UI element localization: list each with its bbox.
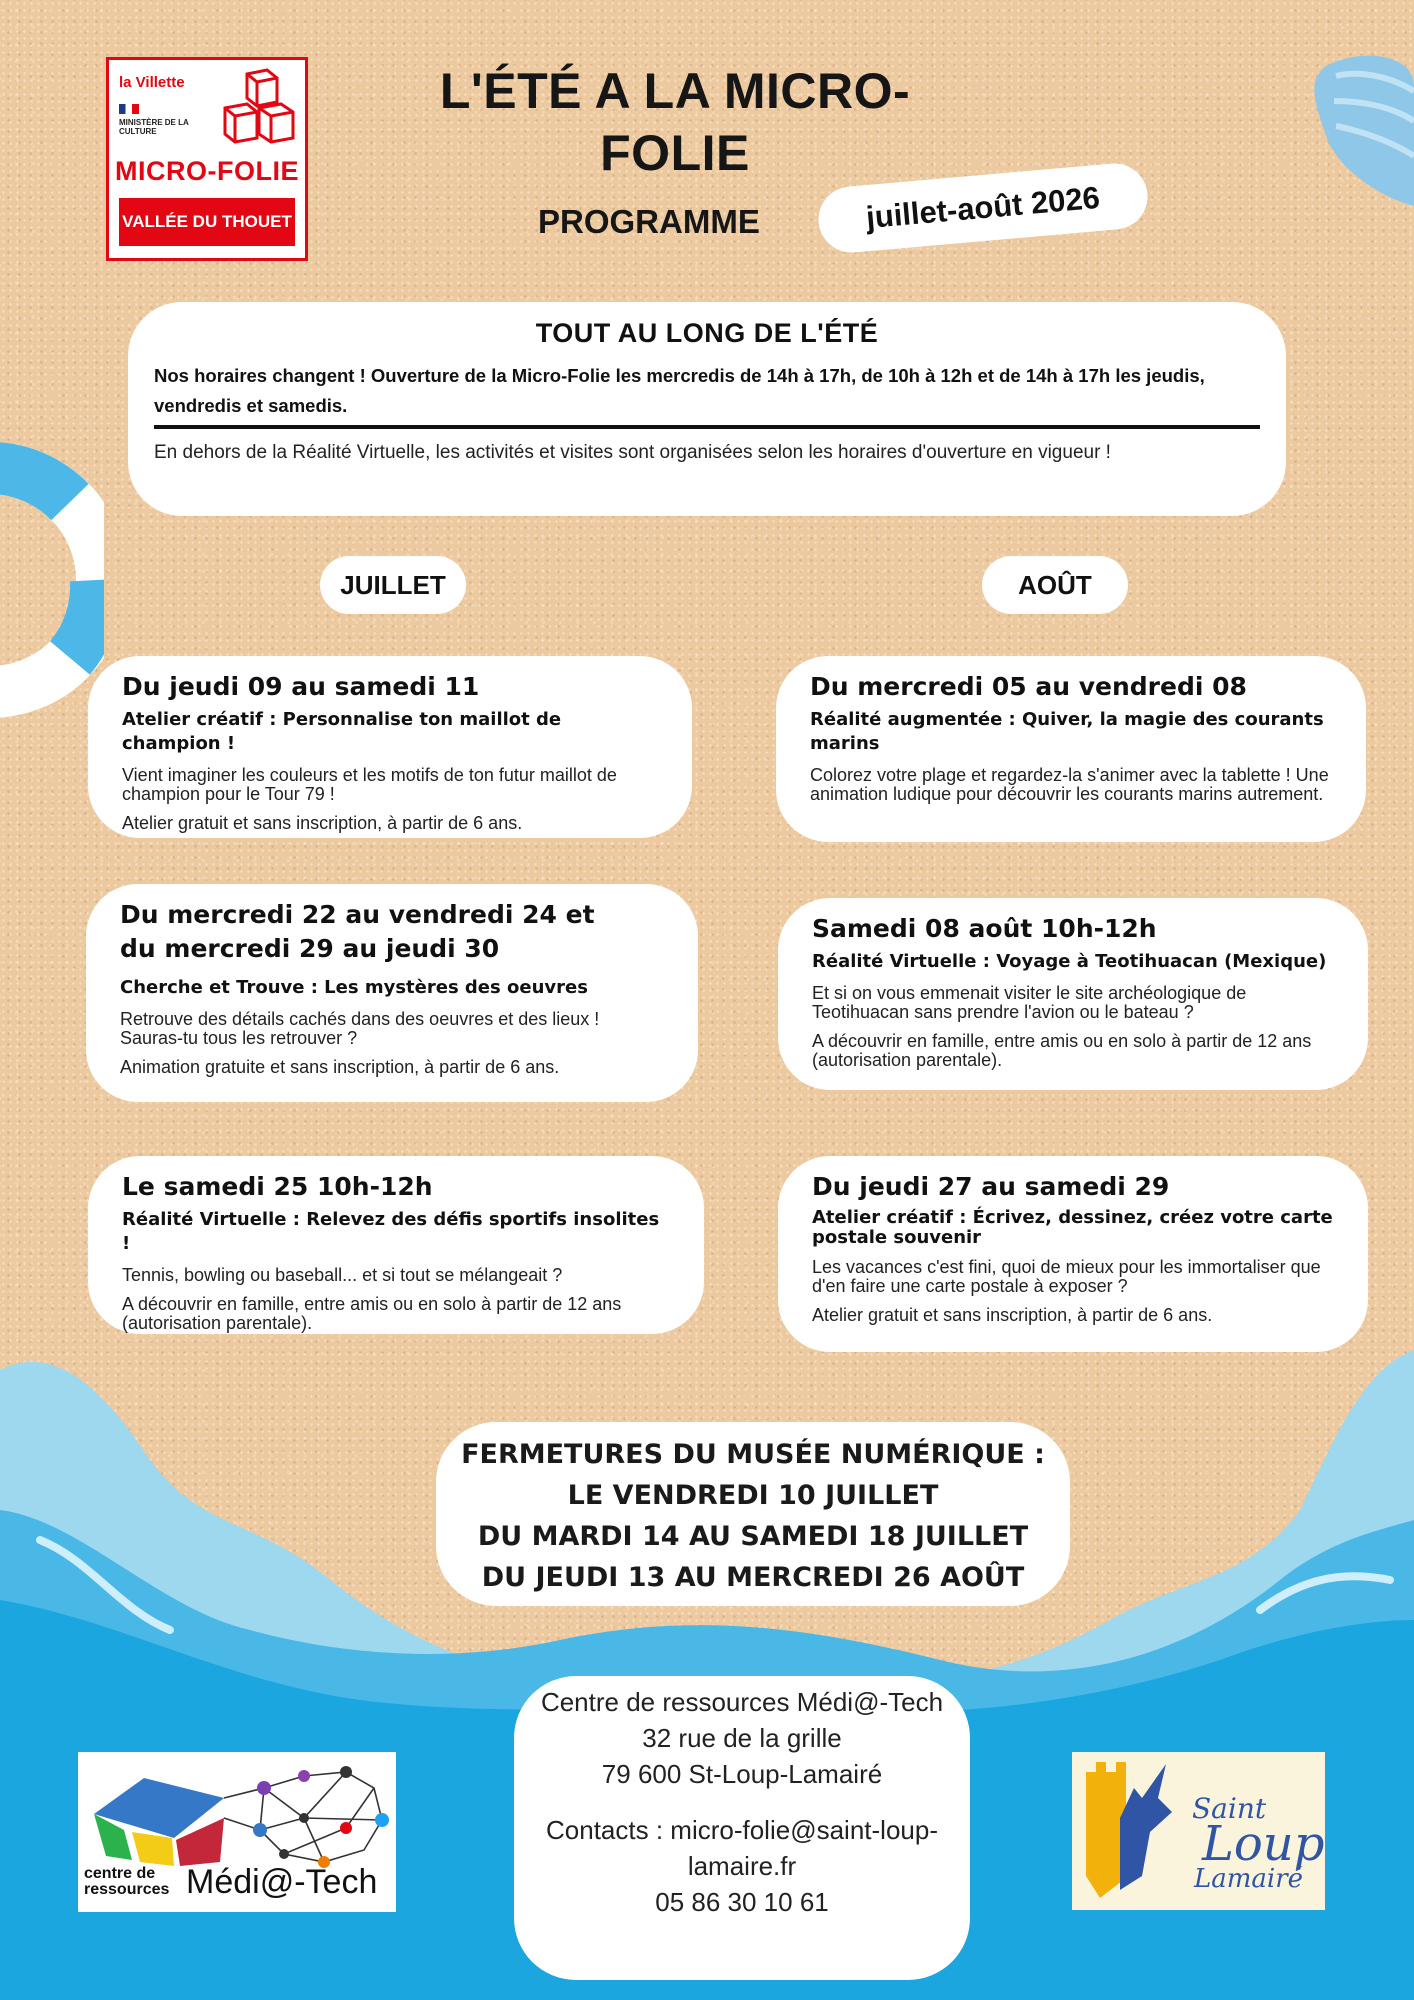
closure-line: DU JEUDI 13 AU MERCREDI 26 AOÛT [481,1562,1025,1593]
meditech-name: Médi@-Tech [186,1863,378,1901]
event-info: Animation gratuite et sans inscription, à partir de 6 ans. [120,1057,560,1077]
meditech-graphic-icon [84,1758,390,1868]
contact-email-continued[interactable]: lamaire.fr [687,1851,797,1881]
contact-card [514,1676,970,1980]
event-description: Retrouve des détails cachés dans des oeuvres et des lieux ! Sauras-tu tous les retrouver ? [120,1009,600,1048]
event-description: Colorez votre plage et regardez-la s'animer avec la tablette ! Une animation ludique pour découvrir les courants marins autrement. [810,765,1329,804]
closure-line: DU MARDI 14 AU SAMEDI 18 JUILLET [477,1521,1029,1552]
contact-street: 32 rue de la grille [642,1723,842,1753]
event-title: Réalité Virtuelle : Relevez des défis sportifs insolites ! [122,1209,660,1254]
event-title: Atelier créatif : Personnalise ton maillot de champion ! [122,709,562,754]
event-card-august-3 [778,1156,1368,1352]
contact-name: Centre de ressources Médi@-Tech [540,1687,944,1717]
event-card-august-1 [776,656,1366,842]
event-card-july-3 [88,1156,704,1334]
micro-folie-logo [106,57,308,261]
seashell-icon [1276,46,1414,206]
summer-hours: Nos horaires changent ! Ouverture de la Micro-Folie les mercredis de 14h à 17h, de 10h à 12h et de 14h à 17h les jeudis, vendredis et samedis. [154,361,1260,429]
event-card-july-1 [88,656,692,838]
contact-email[interactable]: Contacts : micro-folie@saint-loup- [546,1815,938,1845]
program-label: PROGRAMME [538,203,760,240]
french-flag-icon [119,104,139,114]
closures-card [436,1422,1070,1606]
event-date: Samedi 08 août 10h-12h [812,914,1157,943]
period-badge: juillet-août 2026 [816,161,1150,256]
event-date: Le samedi 25 10h-12h [122,1172,433,1201]
cubes-icon [217,68,299,148]
contact-phone[interactable]: 05 86 30 10 61 [655,1887,829,1917]
region-band: VALLÉE DU THOUET [119,198,295,246]
event-card-august-2 [778,898,1368,1090]
micro-folie-name: MICRO-FOLIE [115,156,299,186]
contact-city: 79 600 St-Loup-Lamairé [601,1759,883,1789]
event-title: Cherche et Trouve : Les mystères des oeuvres [120,977,588,998]
event-description: Tennis, bowling ou baseball... et si tout se mélangeait ? [122,1265,563,1285]
event-date: Du jeudi 27 au samedi 29 [812,1172,1170,1201]
event-date: Du mercredi 22 au vendredi 24 et du mercredi 29 au jeudi 30 [120,900,595,963]
event-title: Réalité Virtuelle : Voyage à Teotihuacan (Mexique) [812,951,1327,972]
event-description: Vient imaginer les couleurs et les motifs de ton futur maillot de champion pour le Tour 79 ! [122,765,617,804]
saint-label: Saint [1192,1792,1267,1825]
life-ring-icon [0,440,104,720]
august-label: AOÛT [982,556,1128,614]
event-date: Du jeudi 09 au samedi 11 [122,672,480,701]
event-title: Réalité augmentée : Quiver, la magie des courants marins [810,709,1324,754]
tower-wolf-icon [1080,1758,1174,1902]
summer-heading: TOUT AU LONG DE L'ÉTÉ [535,318,879,348]
summer-info-card [128,302,1286,516]
event-description: Et si on vous emmenait visiter le site archéologique de Teotihuacan sans prendre l'avion ou le bateau ? [812,983,1247,1022]
page-title: L'ÉTÉ A LA MICRO-FOLIE [439,63,911,181]
event-info: Atelier gratuit et sans inscription, à partir de 6 ans. [122,813,523,833]
meditech-prefix: centre de ressources [84,1865,170,1898]
event-card-july-2 [86,884,698,1102]
event-info: A découvrir en famille, entre amis ou en solo à partir de 12 ans (autorisation parentale). [812,1031,1312,1070]
event-info: A découvrir en famille, entre amis ou en solo à partir de 12 ans (autorisation parentale). [122,1294,622,1333]
closure-line: LE VENDREDI 10 JUILLET [567,1480,939,1511]
event-info: Atelier gratuit et sans inscription, à partir de 6 ans. [812,1305,1213,1325]
meditech-logo [78,1752,396,1912]
event-title: Atelier créatif : Écrivez, dessinez, créez votre carte postale souvenir [812,1207,1333,1248]
lamaire-label: Lamairé [1194,1864,1304,1894]
closures-heading: FERMETURES DU MUSÉE NUMÉRIQUE : [461,1439,1045,1470]
event-date: Du mercredi 05 au vendredi 08 [810,672,1247,701]
saint-loup-lamaire-logo [1072,1752,1325,1910]
summer-note: En dehors de la Réalité Virtuelle, les activités et visites sont organisées selon les horaires d'ouverture en vigueur ! [154,442,1111,463]
la-villette-label: la Villette [119,74,185,91]
loup-label: Loup [1202,1816,1325,1872]
ministry-label: MINISTÈRE DE LA CULTURE [119,118,189,136]
july-label: JUILLET [320,556,466,614]
event-description: Les vacances c'est fini, quoi de mieux pour les immortaliser que d'en faire une carte postale à exposer ? [812,1257,1321,1296]
